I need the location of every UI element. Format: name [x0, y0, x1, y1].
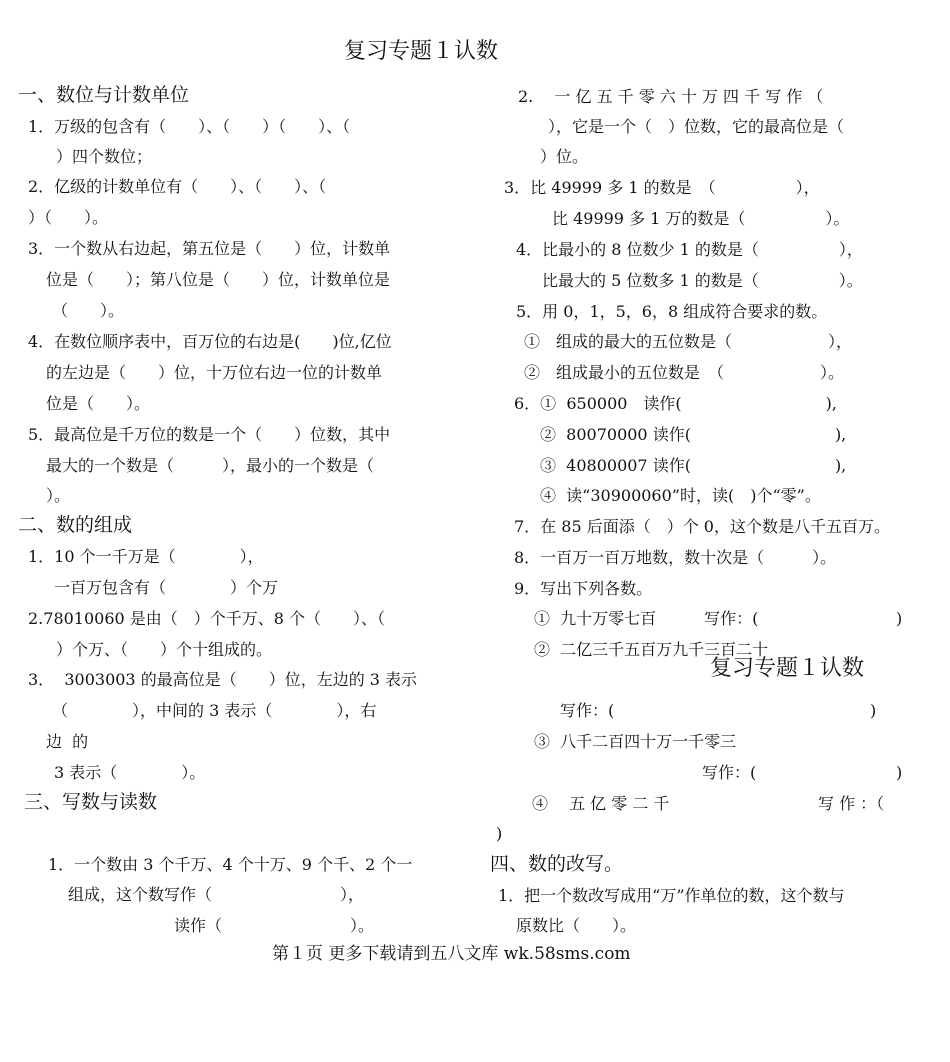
answer-paren-close: ): [870, 701, 877, 720]
question-line: 6．① 650000 读作( ),: [514, 394, 838, 413]
answer-paren-close: ): [496, 824, 503, 843]
question-line: 位是（ ）。: [46, 394, 151, 413]
question-line: 8．一百万一百万地数，数十次是（ ）。: [514, 548, 837, 567]
question-line: 1．10 个一千万是（ ），: [28, 547, 264, 566]
question-line: 的左边是（ ）位，十万位右边一位的计数单: [46, 363, 383, 382]
question-line: 2．亿级的计数单位有（ ）、（ ）、（: [28, 177, 327, 196]
question-line: 比最大的 5 位数多 1 的数是（ ）。: [542, 271, 863, 290]
repeated-title: 复习专题１认数: [710, 656, 865, 681]
question-line: 7．在 85 后面添（ ）个 0，这个数是八千五百万。: [514, 517, 890, 536]
question-line: 4．在数位顺序表中，百万位的右边是( )位,亿位: [28, 332, 392, 351]
section-heading-1: 一、数位与计数单位: [18, 84, 190, 106]
question-line: 写作：(: [560, 701, 615, 720]
page-footer: 第１页 更多下载请到五八文库 wk.58sms.com: [272, 944, 631, 964]
question-line: （ ），中间的 3 表示（ ），右: [52, 701, 377, 720]
question-line: 原数比（ ）。: [516, 916, 637, 935]
question-line: ① 九十万零七百 写作：(: [534, 609, 759, 628]
question-line: ① 组成的最大的五位数是（ ），: [524, 332, 853, 351]
question-line: ② 二亿三千五百万九千三百二十: [534, 640, 769, 659]
question-line: ② 80070000 读作( ),: [540, 425, 847, 444]
question-line: ）（ ）。: [28, 208, 109, 227]
question-line: 一百万包含有（ ）个万: [54, 578, 279, 597]
question-line: ）个万、（ ）个十组成的。: [56, 640, 273, 659]
section-heading-2: 二、数的组成: [18, 514, 133, 536]
question-line: 组成，这个数写作（ ），: [68, 885, 365, 904]
question-line: ），它是一个（ ）位数，它的最高位是（: [548, 117, 845, 136]
question-line: 写作：(: [702, 763, 757, 782]
question-line: 2.78010060 是由（ ）个千万、8 个（ ）、（: [28, 609, 386, 628]
question-line: 最大的一个数是（ ），最小的一个数是（: [46, 456, 375, 475]
question-line: 2. 一 亿 五 千 零 六 十 万 四 千 写 作 （: [518, 87, 824, 106]
question-line: 边 的: [46, 732, 89, 751]
question-line: ④ 五 亿 零 二 千: [532, 794, 670, 813]
question-line: 写 作 ：（: [818, 794, 885, 813]
question-line: 3 表示（ ）。: [54, 763, 206, 782]
question-line: 3． 3003003 的最高位是（ ）位，左边的 3 表示: [28, 670, 418, 689]
question-line: ③ 八千二百四十万一千零三: [534, 732, 737, 751]
question-line: 读作（ ）。: [174, 916, 375, 935]
question-line: 1．万级的包含有（ ）、（ ）（ ）、（: [28, 117, 351, 136]
answer-paren-close: ): [896, 763, 903, 782]
question-line: 3．一个数从右边起，第五位是（ ）位，计数单: [28, 239, 391, 258]
question-line: 9．写出下列各数。: [514, 579, 653, 598]
question-line: 3．比 49999 多 1 的数是 （ ），: [504, 178, 820, 197]
question-line: ④ 读“30900060”时，读( )个“零”。: [540, 486, 821, 505]
question-line: （ ）。: [52, 301, 125, 320]
section-heading-3: 三、写数与读数: [24, 791, 158, 813]
question-line: 1．把一个数改写成用“万”作单位的数，这个数与: [498, 886, 845, 905]
question-line: ）位。: [540, 147, 589, 166]
question-line: 5．用 0，1，5，6，8 组成符合要求的数。: [516, 302, 828, 321]
question-line: ② 组成最小的五位数是 （ ）。: [524, 363, 845, 382]
question-line: ）。: [46, 486, 71, 505]
question-line: 4．比最小的 8 位数少 1 的数是（ ），: [516, 240, 863, 259]
question-line: 位是（ ）；第八位是（ ）位，计数单位是: [46, 270, 391, 289]
question-line: 5．最高位是千万位的数是一个（ ）位数，其中: [28, 425, 391, 444]
question-line: 比 49999 多 1 万的数是（ ）。: [552, 209, 850, 228]
answer-paren-close: ): [896, 609, 903, 628]
question-line: 1．一个数由 3 个千万、4 个十万、9 个千、2 个一: [48, 855, 413, 874]
question-line: ）四个数位；: [56, 147, 153, 166]
page-title: 复习专题１认数: [344, 39, 499, 64]
section-heading-4: 四、数的改写。: [490, 853, 624, 875]
question-line: ③ 40800007 读作( ),: [540, 456, 847, 475]
